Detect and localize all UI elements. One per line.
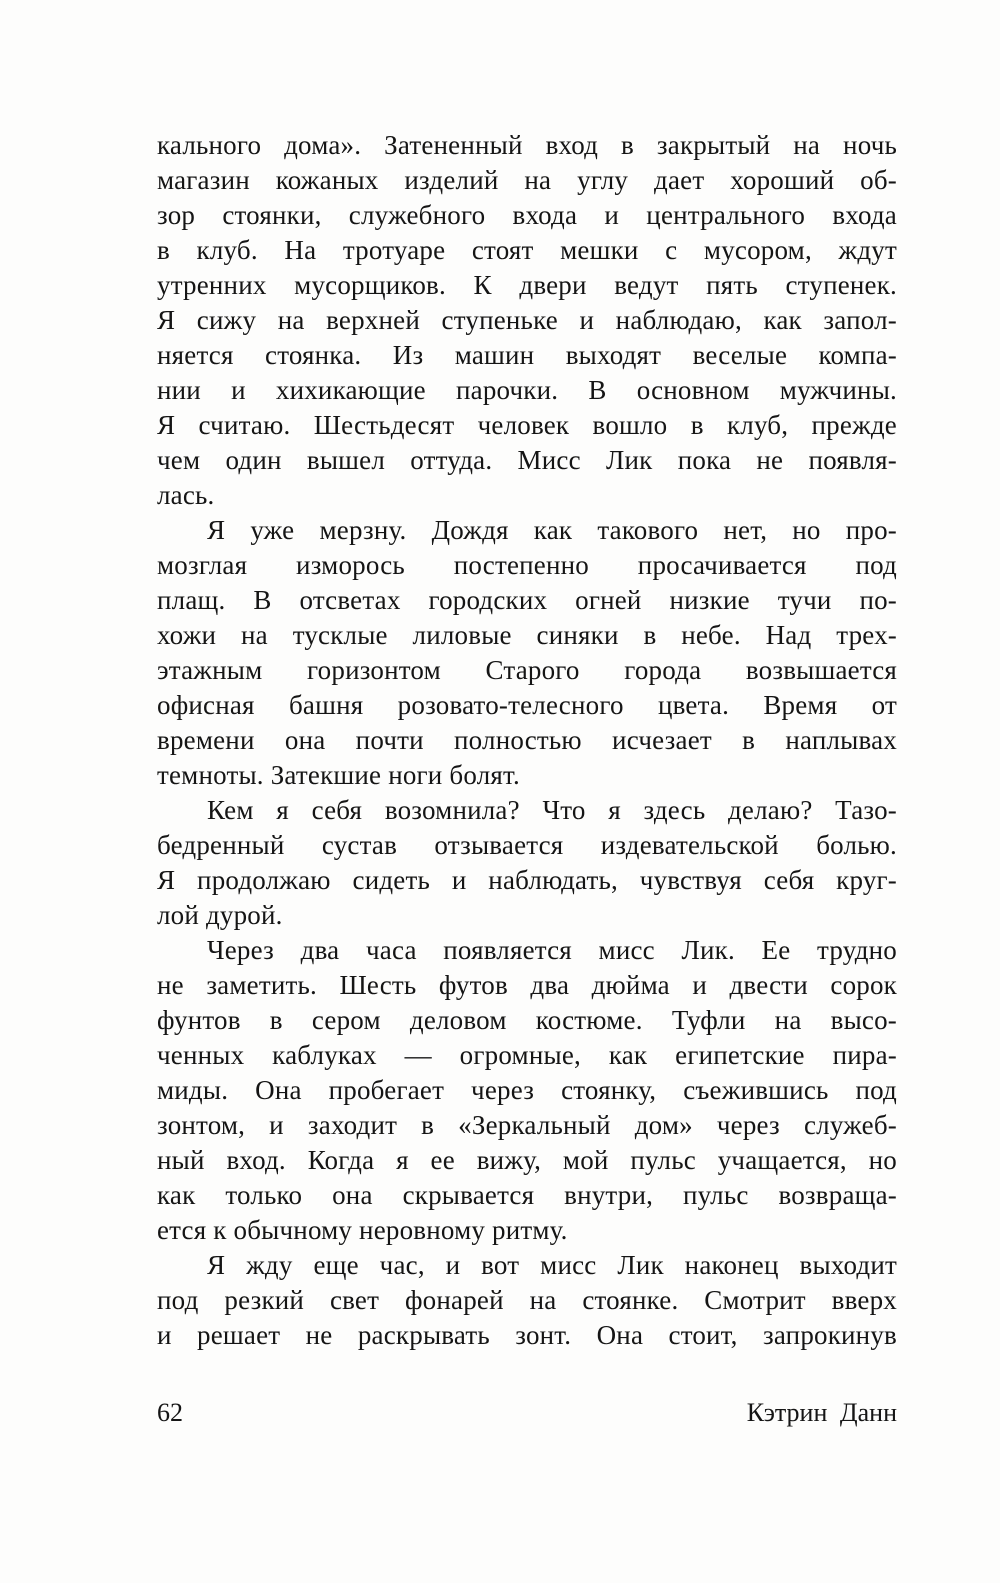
text-line: ный вход. Когда я ее вижу, мой пульс учащается, но: [157, 1145, 897, 1175]
paragraph: [157, 128, 897, 513]
text-line: Я считаю. Шестьдесят человек вошло в клуб, прежде: [157, 410, 897, 440]
text-line: мозглая изморось постепенно просачивается под: [157, 550, 897, 580]
text-line: офисная башня розовато-телесного цвета. Время от: [157, 690, 897, 720]
page-text: [157, 128, 897, 1353]
text-line: лой дурой.: [157, 900, 283, 930]
text-line: бедренный сустав отзывается издевательской болью.: [157, 830, 897, 860]
text-line: Кем я себя возомнила? Что я здесь делаю? Тазо-: [207, 795, 897, 825]
text-line: Я уже мерзну. Дождя как такового нет, но про-: [207, 515, 897, 545]
text-line: лась.: [157, 480, 215, 510]
text-line: няется стоянка. Из машин выходят веселые компа-: [157, 340, 897, 370]
text-line: зонтом, и заходит в «Зеркальный дом» через служеб-: [157, 1110, 897, 1140]
paragraph: [157, 513, 897, 793]
text-line: времени она почти полностью исчезает в наплывах: [157, 725, 897, 755]
paragraph: [157, 793, 897, 933]
page-number: 62: [157, 1398, 183, 1427]
text-line: кального дома». Затененный вход в закрытый на ночь: [157, 130, 897, 160]
text-line: чем один вышел оттуда. Мисс Лик пока не появля-: [157, 445, 897, 475]
text-line: темноты. Затекшие ноги болят.: [157, 760, 520, 790]
text-line: магазин кожаных изделий на углу дает хороший об-: [157, 165, 897, 195]
text-line: этажным горизонтом Старого города возвышается: [157, 655, 897, 685]
paragraph: [157, 933, 897, 1248]
text-line: Я продолжаю сидеть и наблюдать, чувствуя себя круг-: [157, 865, 897, 895]
text-line: хожи на тусклые лиловые синяки в небе. Над трех-: [157, 620, 897, 650]
text-line: не заметить. Шесть футов два дюйма и двести сорок: [157, 970, 897, 1000]
text-line: ется к обычному неровному ритму.: [157, 1215, 568, 1245]
text-line: фунтов в сером деловом костюме. Туфли на высо-: [157, 1005, 897, 1035]
author-name: Кэтрин Данн: [746, 1398, 897, 1427]
text-line: плащ. В отсветах городских огней низкие тучи по-: [157, 585, 897, 615]
text-line: Через два часа появляется мисс Лик. Ее трудно: [207, 935, 897, 965]
text-line: и решает не раскрывать зонт. Она стоит, запрокинув: [157, 1320, 897, 1350]
text-line: в клуб. На тротуаре стоят мешки с мусором, ждут: [157, 235, 897, 265]
text-line: Я сижу на верхней ступеньке и наблюдаю, как запол-: [157, 305, 897, 335]
paragraph: [157, 1248, 897, 1353]
text-line: ченных каблуках — огромные, как египетские пира-: [157, 1040, 897, 1070]
text-line: под резкий свет фонарей на стоянке. Смотрит вверх: [157, 1285, 897, 1315]
text-line: Я жду еще час, и вот мисс Лик наконец выходит: [207, 1250, 897, 1280]
page-footer: [157, 1398, 897, 1428]
text-line: утренних мусорщиков. К двери ведут пять ступенек.: [157, 270, 897, 300]
text-line: миды. Она пробегает через стоянку, съежившись под: [157, 1075, 897, 1105]
text-line: как только она скрывается внутри, пульс возвраща-: [157, 1180, 897, 1210]
text-line: зор стоянки, служебного входа и центрального входа: [157, 200, 897, 230]
text-line: нии и хихикающие парочки. В основном мужчины.: [157, 375, 897, 405]
